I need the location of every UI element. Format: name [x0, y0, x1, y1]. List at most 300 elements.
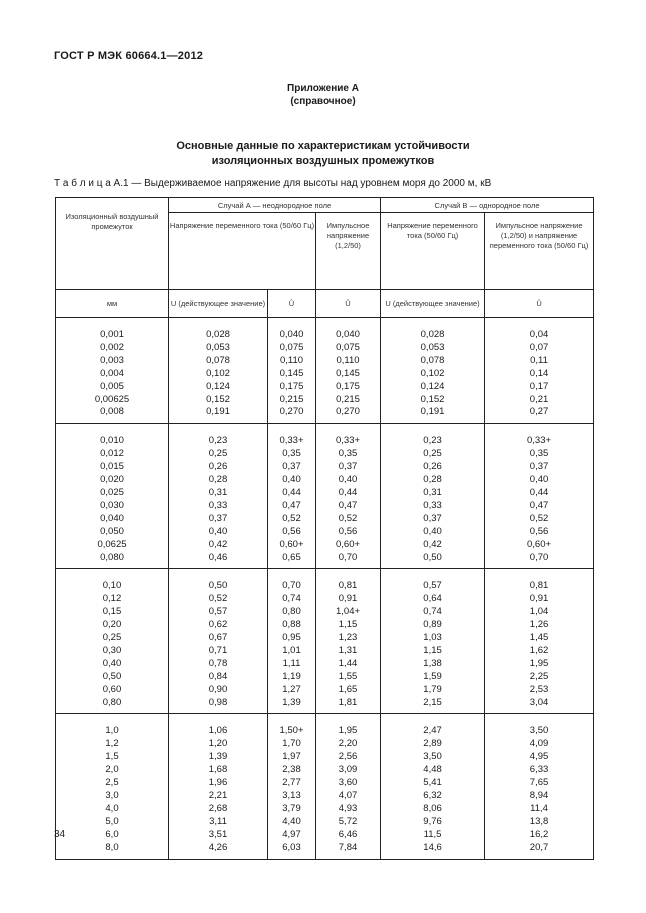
- appendix-label: Приложение А: [287, 83, 359, 94]
- cell-gap: 0,00625: [56, 394, 169, 407]
- cell-a-ac-peak: 0,65: [268, 552, 316, 565]
- spacer-cell: [381, 855, 485, 860]
- group-spacer-row: [56, 714, 594, 726]
- cell-gap: 0,20: [56, 619, 169, 632]
- header-case-b-impulse: Импульсное напряжение (1,2/50) и напряжение переменного тока (50/60 Гц): [485, 213, 594, 290]
- cell-a-ac-rms: 0,42: [169, 539, 268, 552]
- cell-b-ac-rms: 0,26: [381, 461, 485, 474]
- cell-a-ac-peak: 0,270: [268, 406, 316, 419]
- spacer-cell: [169, 318, 268, 330]
- spacer-cell: [56, 569, 169, 581]
- cell-gap: 0,25: [56, 632, 169, 645]
- cell-b-ac-rms: 0,078: [381, 355, 485, 368]
- cell-a-impulse: 1,04+: [316, 606, 381, 619]
- cell-a-ac-peak: 0,145: [268, 368, 316, 381]
- cell-gap: 0,015: [56, 461, 169, 474]
- cell-b-ac-rms: 6,32: [381, 790, 485, 803]
- table-row: [56, 829, 594, 842]
- appendix-title: [0, 82, 646, 108]
- cell-a-impulse: 0,60+: [316, 539, 381, 552]
- cell-a-ac-rms: 0,124: [169, 381, 268, 394]
- cell-a-ac-rms: 1,39: [169, 751, 268, 764]
- cell-a-impulse: 0,52: [316, 513, 381, 526]
- cell-a-ac-peak: 0,37: [268, 461, 316, 474]
- cell-a-ac-rms: 0,52: [169, 593, 268, 606]
- cell-a-impulse: 0,145: [316, 368, 381, 381]
- spacer-cell: [316, 569, 381, 581]
- spacer-cell: [56, 855, 169, 860]
- cell-gap: 0,030: [56, 500, 169, 513]
- cell-a-impulse: 3,09: [316, 764, 381, 777]
- cell-a-impulse: 0,37: [316, 461, 381, 474]
- cell-b-peak: 4,09: [485, 738, 594, 751]
- cell-b-peak: 4,95: [485, 751, 594, 764]
- cell-b-ac-rms: 2,15: [381, 697, 485, 710]
- table-row: [56, 606, 594, 619]
- cell-b-peak: 0,35: [485, 448, 594, 461]
- cell-gap: 0,10: [56, 580, 169, 593]
- cell-gap: 0,020: [56, 474, 169, 487]
- cell-b-peak: 20,7: [485, 842, 594, 855]
- table-row: [56, 342, 594, 355]
- cell-b-ac-rms: 0,31: [381, 487, 485, 500]
- cell-a-impulse: 1,31: [316, 645, 381, 658]
- table-row: [56, 645, 594, 658]
- spacer-cell: [56, 424, 169, 436]
- cell-a-ac-peak: 0,52: [268, 513, 316, 526]
- table-row: [56, 697, 594, 710]
- header-u-rms-a: U (действующее значение): [169, 290, 268, 318]
- cell-gap: 0,008: [56, 406, 169, 419]
- cell-b-peak: 6,33: [485, 764, 594, 777]
- spacer-cell: [485, 569, 594, 581]
- cell-b-ac-rms: 0,191: [381, 406, 485, 419]
- cell-gap: 3,0: [56, 790, 169, 803]
- table-row: [56, 842, 594, 855]
- cell-a-ac-rms: 0,053: [169, 342, 268, 355]
- cell-a-impulse: 0,81: [316, 580, 381, 593]
- spacer-cell: [381, 424, 485, 436]
- page-number: 34: [54, 829, 66, 840]
- cell-a-impulse: 0,44: [316, 487, 381, 500]
- table-row-group: [56, 424, 594, 569]
- table-row: [56, 539, 594, 552]
- cell-b-peak: 0,21: [485, 394, 594, 407]
- cell-b-peak: 0,60+: [485, 539, 594, 552]
- cell-a-ac-peak: 2,38: [268, 764, 316, 777]
- table-row: [56, 355, 594, 368]
- table-row: [56, 751, 594, 764]
- appendix-type: (справочное): [290, 96, 356, 107]
- cell-a-ac-peak: 1,70: [268, 738, 316, 751]
- table-row: [56, 487, 594, 500]
- cell-a-ac-rms: 0,90: [169, 684, 268, 697]
- cell-gap: 0,010: [56, 435, 169, 448]
- cell-a-impulse: 0,91: [316, 593, 381, 606]
- cell-gap: 0,50: [56, 671, 169, 684]
- cell-a-ac-rms: 0,62: [169, 619, 268, 632]
- cell-a-ac-peak: 1,97: [268, 751, 316, 764]
- cell-a-ac-peak: 1,39: [268, 697, 316, 710]
- cell-a-ac-rms: 0,102: [169, 368, 268, 381]
- table-row: [56, 500, 594, 513]
- cell-gap: 0,0625: [56, 539, 169, 552]
- cell-b-peak: 3,50: [485, 725, 594, 738]
- cell-b-peak: 0,91: [485, 593, 594, 606]
- cell-a-impulse: 0,175: [316, 381, 381, 394]
- cell-b-ac-rms: 4,48: [381, 764, 485, 777]
- cell-a-ac-peak: 4,40: [268, 816, 316, 829]
- cell-b-ac-rms: 0,028: [381, 329, 485, 342]
- cell-a-impulse: 0,40: [316, 474, 381, 487]
- cell-b-ac-rms: 0,102: [381, 368, 485, 381]
- cell-b-ac-rms: 0,64: [381, 593, 485, 606]
- table-row: [56, 738, 594, 751]
- cell-b-ac-rms: 11,5: [381, 829, 485, 842]
- cell-a-impulse: 2,56: [316, 751, 381, 764]
- table-row: [56, 406, 594, 419]
- header-gap-column: Изоляционный воздушный промежуток: [56, 198, 169, 290]
- table-row: [56, 552, 594, 565]
- group-spacer-row: [56, 569, 594, 581]
- table-row: [56, 684, 594, 697]
- header-case-a: Случай А — неоднородное поле: [169, 198, 381, 213]
- cell-b-ac-rms: 8,06: [381, 803, 485, 816]
- cell-a-ac-peak: 0,74: [268, 593, 316, 606]
- header-case-a-impulse: Импульсное напряжение (1,2/50): [316, 213, 381, 290]
- table-row: [56, 619, 594, 632]
- cell-b-peak: 3,04: [485, 697, 594, 710]
- cell-b-ac-rms: 14,6: [381, 842, 485, 855]
- cell-b-peak: 13,8: [485, 816, 594, 829]
- cell-gap: 0,002: [56, 342, 169, 355]
- header-case-b: Случай В — однородное поле: [381, 198, 594, 213]
- cell-b-peak: 2,53: [485, 684, 594, 697]
- cell-a-impulse: 1,55: [316, 671, 381, 684]
- table-row: [56, 816, 594, 829]
- cell-b-peak: 16,2: [485, 829, 594, 842]
- spacer-cell: [169, 569, 268, 581]
- cell-a-impulse: 7,84: [316, 842, 381, 855]
- table-row: [56, 381, 594, 394]
- cell-a-ac-peak: 1,01: [268, 645, 316, 658]
- cell-a-ac-rms: 0,84: [169, 671, 268, 684]
- spacer-cell: [268, 714, 316, 726]
- cell-a-impulse: 4,93: [316, 803, 381, 816]
- cell-b-peak: 1,26: [485, 619, 594, 632]
- cell-b-ac-rms: 0,053: [381, 342, 485, 355]
- cell-b-peak: 1,04: [485, 606, 594, 619]
- cell-a-impulse: 0,270: [316, 406, 381, 419]
- cell-a-ac-rms: 0,71: [169, 645, 268, 658]
- cell-b-peak: 8,94: [485, 790, 594, 803]
- cell-a-ac-rms: 1,68: [169, 764, 268, 777]
- cell-a-ac-peak: 3,13: [268, 790, 316, 803]
- cell-a-ac-peak: 0,40: [268, 474, 316, 487]
- cell-a-impulse: 4,07: [316, 790, 381, 803]
- table-row: [56, 764, 594, 777]
- withstand-voltage-table: [55, 197, 594, 860]
- cell-a-ac-rms: 0,37: [169, 513, 268, 526]
- cell-a-ac-peak: 0,70: [268, 580, 316, 593]
- cell-b-ac-rms: 1,38: [381, 658, 485, 671]
- cell-gap: 0,60: [56, 684, 169, 697]
- cell-b-peak: 0,14: [485, 368, 594, 381]
- section-title: [0, 139, 646, 169]
- cell-gap: 1,5: [56, 751, 169, 764]
- cell-b-peak: 0,70: [485, 552, 594, 565]
- cell-a-impulse: 1,81: [316, 697, 381, 710]
- cell-a-ac-peak: 0,35: [268, 448, 316, 461]
- cell-a-ac-rms: 0,28: [169, 474, 268, 487]
- cell-a-ac-peak: 1,11: [268, 658, 316, 671]
- table-row: [56, 658, 594, 671]
- header-u-peak-a-impulse: Û: [316, 290, 381, 318]
- cell-a-ac-rms: 0,67: [169, 632, 268, 645]
- cell-gap: 6,0: [56, 829, 169, 842]
- cell-a-impulse: 0,040: [316, 329, 381, 342]
- table-row: [56, 394, 594, 407]
- header-u-rms-b: U (действующее значение): [381, 290, 485, 318]
- cell-a-ac-rms: 3,51: [169, 829, 268, 842]
- section-title-line-1: Основные данные по характеристикам устойчивости: [176, 140, 470, 152]
- cell-a-ac-peak: 2,77: [268, 777, 316, 790]
- cell-b-ac-rms: 0,74: [381, 606, 485, 619]
- cell-b-peak: 0,37: [485, 461, 594, 474]
- cell-a-impulse: 0,56: [316, 526, 381, 539]
- cell-a-impulse: 0,35: [316, 448, 381, 461]
- cell-b-ac-rms: 0,28: [381, 474, 485, 487]
- cell-a-ac-rms: 0,98: [169, 697, 268, 710]
- cell-gap: 0,003: [56, 355, 169, 368]
- cell-a-impulse: 1,15: [316, 619, 381, 632]
- header-u-peak-a: Û: [268, 290, 316, 318]
- spacer-cell: [268, 424, 316, 436]
- cell-gap: 0,30: [56, 645, 169, 658]
- cell-gap: 0,005: [56, 381, 169, 394]
- table-row: [56, 435, 594, 448]
- cell-a-ac-rms: 0,23: [169, 435, 268, 448]
- cell-b-ac-rms: 0,40: [381, 526, 485, 539]
- cell-gap: 0,012: [56, 448, 169, 461]
- cell-a-ac-rms: 0,152: [169, 394, 268, 407]
- cell-a-ac-peak: 0,44: [268, 487, 316, 500]
- cell-gap: 0,15: [56, 606, 169, 619]
- spacer-cell: [381, 318, 485, 330]
- cell-a-ac-peak: 0,33+: [268, 435, 316, 448]
- header-unit-mm: мм: [56, 290, 169, 318]
- cell-a-ac-peak: 0,56: [268, 526, 316, 539]
- cell-b-peak: 0,04: [485, 329, 594, 342]
- cell-a-ac-rms: 0,028: [169, 329, 268, 342]
- cell-a-ac-rms: 3,11: [169, 816, 268, 829]
- table-row: [56, 790, 594, 803]
- header-case-b-ac: Напряжение переменного тока (50/60 Гц): [381, 213, 485, 290]
- spacer-cell: [485, 318, 594, 330]
- spacer-cell: [316, 855, 381, 860]
- table-row: [56, 329, 594, 342]
- cell-b-peak: 2,25: [485, 671, 594, 684]
- cell-b-ac-rms: 0,89: [381, 619, 485, 632]
- spacer-cell: [169, 855, 268, 860]
- cell-a-ac-peak: 1,19: [268, 671, 316, 684]
- cell-b-ac-rms: 0,37: [381, 513, 485, 526]
- cell-b-ac-rms: 0,50: [381, 552, 485, 565]
- cell-a-impulse: 0,110: [316, 355, 381, 368]
- cell-b-ac-rms: 9,76: [381, 816, 485, 829]
- cell-b-ac-rms: 1,15: [381, 645, 485, 658]
- cell-b-ac-rms: 0,42: [381, 539, 485, 552]
- cell-a-ac-peak: 1,27: [268, 684, 316, 697]
- table-row: [56, 448, 594, 461]
- spacer-cell: [316, 424, 381, 436]
- cell-a-ac-rms: 1,20: [169, 738, 268, 751]
- cell-b-peak: 0,40: [485, 474, 594, 487]
- table-row: [56, 803, 594, 816]
- cell-a-ac-peak: 0,80: [268, 606, 316, 619]
- cell-a-impulse: 3,60: [316, 777, 381, 790]
- cell-gap: 0,050: [56, 526, 169, 539]
- cell-b-ac-rms: 1,59: [381, 671, 485, 684]
- cell-a-impulse: 6,46: [316, 829, 381, 842]
- cell-gap: 0,004: [56, 368, 169, 381]
- header-u-peak-b: Û: [485, 290, 594, 318]
- cell-a-impulse: 5,72: [316, 816, 381, 829]
- cell-a-ac-peak: 0,040: [268, 329, 316, 342]
- cell-a-ac-rms: 0,40: [169, 526, 268, 539]
- table-row: [56, 777, 594, 790]
- spacer-cell: [485, 714, 594, 726]
- cell-b-peak: 0,56: [485, 526, 594, 539]
- cell-b-ac-rms: 5,41: [381, 777, 485, 790]
- cell-a-ac-peak: 4,97: [268, 829, 316, 842]
- cell-a-ac-peak: 6,03: [268, 842, 316, 855]
- cell-gap: 0,001: [56, 329, 169, 342]
- cell-a-ac-peak: 0,88: [268, 619, 316, 632]
- cell-b-ac-rms: 0,33: [381, 500, 485, 513]
- cell-b-peak: 1,45: [485, 632, 594, 645]
- spacer-cell: [169, 424, 268, 436]
- spacer-cell: [169, 714, 268, 726]
- table-row-group: [56, 569, 594, 714]
- cell-a-impulse: 1,44: [316, 658, 381, 671]
- cell-a-impulse: 2,20: [316, 738, 381, 751]
- cell-b-peak: 0,33+: [485, 435, 594, 448]
- cell-gap: 0,025: [56, 487, 169, 500]
- cell-b-peak: 0,07: [485, 342, 594, 355]
- cell-b-peak: 1,62: [485, 645, 594, 658]
- table-row: [56, 368, 594, 381]
- cell-b-peak: 1,95: [485, 658, 594, 671]
- spacer-cell: [268, 318, 316, 330]
- cell-a-ac-rms: 2,68: [169, 803, 268, 816]
- table-row: [56, 526, 594, 539]
- cell-gap: 8,0: [56, 842, 169, 855]
- cell-gap: 1,2: [56, 738, 169, 751]
- cell-b-peak: 0,47: [485, 500, 594, 513]
- table-row: [56, 632, 594, 645]
- table-row: [56, 474, 594, 487]
- cell-b-peak: 0,27: [485, 406, 594, 419]
- cell-a-ac-rms: 0,31: [169, 487, 268, 500]
- cell-b-peak: 11,4: [485, 803, 594, 816]
- cell-b-ac-rms: 0,23: [381, 435, 485, 448]
- cell-gap: 4,0: [56, 803, 169, 816]
- cell-a-impulse: 0,47: [316, 500, 381, 513]
- cell-gap: 0,80: [56, 697, 169, 710]
- cell-a-ac-peak: 0,47: [268, 500, 316, 513]
- cell-a-impulse: 1,95: [316, 725, 381, 738]
- table-row-group: [56, 714, 594, 859]
- cell-a-ac-rms: 1,96: [169, 777, 268, 790]
- spacer-cell: [56, 714, 169, 726]
- cell-a-impulse: 0,215: [316, 394, 381, 407]
- cell-b-ac-rms: 1,79: [381, 684, 485, 697]
- group-spacer-row: [56, 424, 594, 436]
- spacer-cell: [268, 855, 316, 860]
- spacer-cell: [485, 424, 594, 436]
- cell-b-peak: 0,11: [485, 355, 594, 368]
- spacer-cell: [485, 855, 594, 860]
- table-row-group: [56, 318, 594, 424]
- spacer-cell: [381, 714, 485, 726]
- cell-a-ac-peak: 0,110: [268, 355, 316, 368]
- group-spacer-row: [56, 318, 594, 330]
- cell-b-ac-rms: 0,124: [381, 381, 485, 394]
- cell-a-impulse: 0,70: [316, 552, 381, 565]
- cell-a-ac-rms: 0,25: [169, 448, 268, 461]
- cell-a-ac-peak: 0,075: [268, 342, 316, 355]
- table-row: [56, 671, 594, 684]
- spacer-cell: [381, 569, 485, 581]
- cell-a-impulse: 0,33+: [316, 435, 381, 448]
- cell-b-ac-rms: 2,47: [381, 725, 485, 738]
- cell-a-ac-rms: 0,57: [169, 606, 268, 619]
- cell-a-ac-peak: 3,79: [268, 803, 316, 816]
- cell-a-impulse: 0,075: [316, 342, 381, 355]
- table-row: [56, 580, 594, 593]
- document-code: ГОСТ Р МЭК 60664.1—2012: [54, 50, 204, 62]
- group-spacer-row: [56, 855, 594, 860]
- cell-a-ac-rms: 2,21: [169, 790, 268, 803]
- cell-b-ac-rms: 2,89: [381, 738, 485, 751]
- table-caption: Т а б л и ц а А.1 — Выдерживаемое напряжение для высоты над уровнем моря до 2000 м, кВ: [54, 178, 492, 189]
- spacer-cell: [316, 318, 381, 330]
- cell-b-ac-rms: 3,50: [381, 751, 485, 764]
- cell-a-ac-rms: 0,078: [169, 355, 268, 368]
- cell-a-impulse: 1,65: [316, 684, 381, 697]
- table-row: [56, 725, 594, 738]
- table-row: [56, 461, 594, 474]
- cell-b-peak: 0,17: [485, 381, 594, 394]
- cell-gap: 1,0: [56, 725, 169, 738]
- cell-a-ac-rms: 0,50: [169, 580, 268, 593]
- section-title-line-2: изоляционных воздушных промежутков: [211, 155, 435, 167]
- cell-gap: 5,0: [56, 816, 169, 829]
- cell-gap: 0,40: [56, 658, 169, 671]
- cell-gap: 2,5: [56, 777, 169, 790]
- cell-a-ac-rms: 4,26: [169, 842, 268, 855]
- cell-gap: 0,12: [56, 593, 169, 606]
- cell-a-ac-rms: 0,26: [169, 461, 268, 474]
- cell-a-ac-peak: 0,215: [268, 394, 316, 407]
- cell-b-peak: 0,52: [485, 513, 594, 526]
- cell-a-ac-peak: 1,50+: [268, 725, 316, 738]
- cell-b-ac-rms: 1,03: [381, 632, 485, 645]
- cell-gap: 0,040: [56, 513, 169, 526]
- cell-a-ac-rms: 1,06: [169, 725, 268, 738]
- cell-b-ac-rms: 0,57: [381, 580, 485, 593]
